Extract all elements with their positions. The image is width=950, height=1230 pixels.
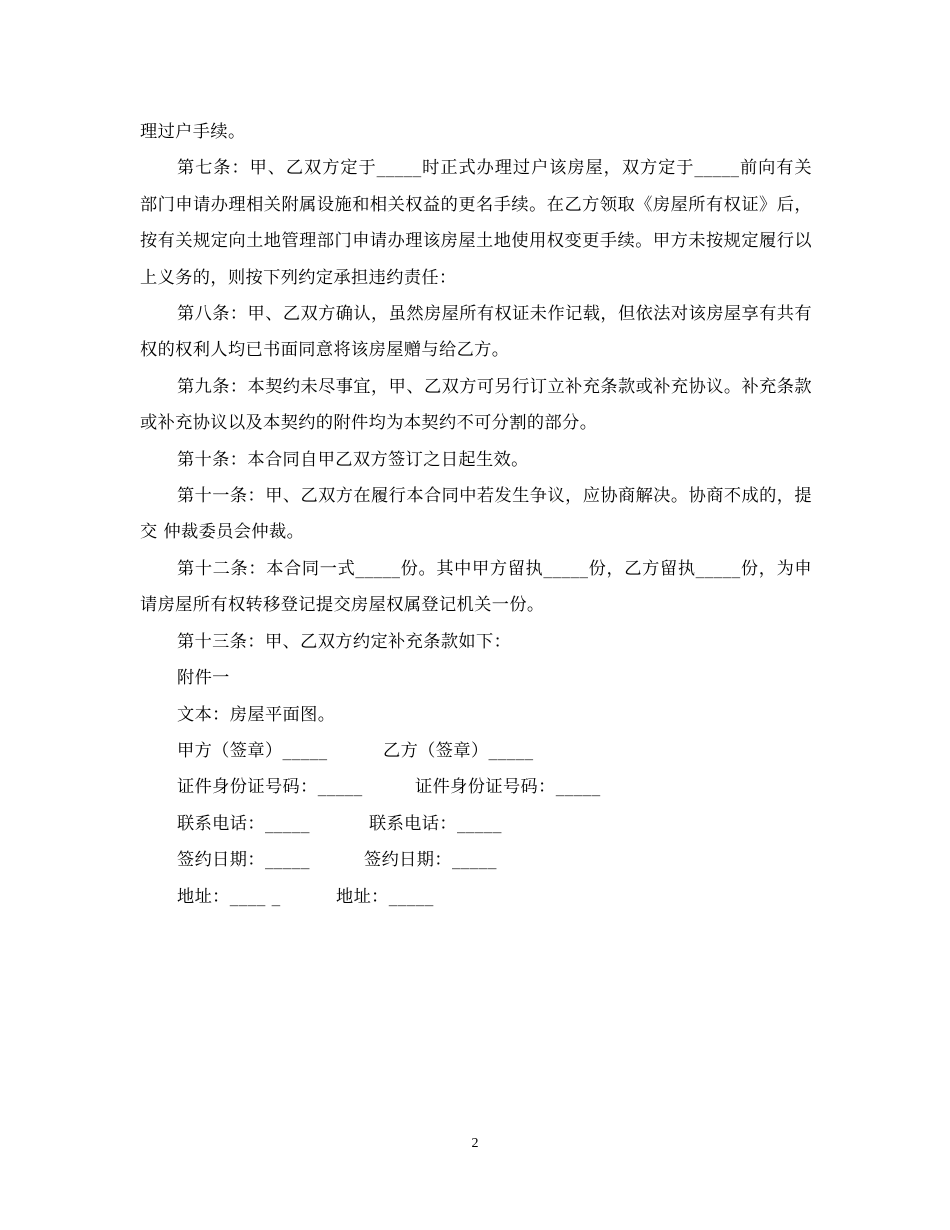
signature-line-parties bbox=[140, 733, 812, 769]
party-b-address: 地址：_____ bbox=[336, 886, 434, 907]
paragraph-article-9: 第九条：本契约未尽事宜，甲、乙双方可另行订立补充条款或补充协议。补充条款或补充协议以及本契约的附件均为本契约不可分割的部分。 bbox=[140, 376, 812, 434]
signature-line-phone bbox=[140, 806, 812, 842]
signature-line-id bbox=[140, 769, 812, 805]
attachment-heading: 附件一 bbox=[177, 668, 230, 689]
party-a-id-number: 证件身份证号码：_____ bbox=[177, 777, 363, 798]
paragraph-article-11: 第十一条：甲、乙双方在履行本合同中若发生争议，应协商解决。协商不成的，提交 仲裁委员会仲裁。 bbox=[140, 486, 812, 543]
party-a-phone: 联系电话：_____ bbox=[177, 813, 310, 834]
paragraph-article-8: 第八条：甲、乙双方确认，虽然房屋所有权证未作记载，但依法对该房屋享有共有权的权利人均已书面同意将该房屋赠与给乙方。 bbox=[140, 304, 812, 361]
party-a-sign-date: 签约日期：_____ bbox=[177, 850, 310, 871]
party-a-address: 地址：____ _ bbox=[177, 886, 281, 907]
page-number: 2 bbox=[471, 1136, 479, 1151]
attachment-text: 文本：房屋平面图。 bbox=[177, 704, 336, 725]
party-b-id-number: 证件身份证号码：_____ bbox=[415, 777, 601, 798]
signature-line-date bbox=[140, 842, 812, 878]
paragraph-article-7: 第七条：甲、乙双方定于_____时正式办理过户该房屋，双方定于_____前向有关部门申请办理相关附属设施和相关权益的更名手续。在乙方领取《房屋所有权证》后，按有关规定向土地管理部门申请办理该房屋土地使用权变更手续。甲方未按规定履行以上义务的，则按下列约定承担违约责任： bbox=[140, 158, 812, 288]
paragraph-article-12: 第十二条：本合同一式_____份。其中甲方留执_____份，乙方留执_____份，为申请房屋所有权转移登记提交房屋权属登记机关一份。 bbox=[140, 558, 812, 616]
document-body bbox=[140, 114, 812, 915]
party-b-sign-date: 签约日期：_____ bbox=[364, 850, 497, 871]
paragraph-article-13: 第十三条：甲、乙双方约定补充条款如下： bbox=[177, 631, 512, 652]
signature-line-address bbox=[140, 879, 812, 915]
party-b-phone: 联系电话：_____ bbox=[369, 813, 502, 834]
paragraph-article-10: 第十条：本合同自甲乙双方签订之日起生效。 bbox=[177, 449, 529, 470]
party-a-signature: 甲方（签章）_____ bbox=[177, 740, 328, 761]
paragraph-continuation: 理过户手续。 bbox=[140, 122, 246, 142]
party-b-signature: 乙方（签章）_____ bbox=[383, 740, 534, 761]
